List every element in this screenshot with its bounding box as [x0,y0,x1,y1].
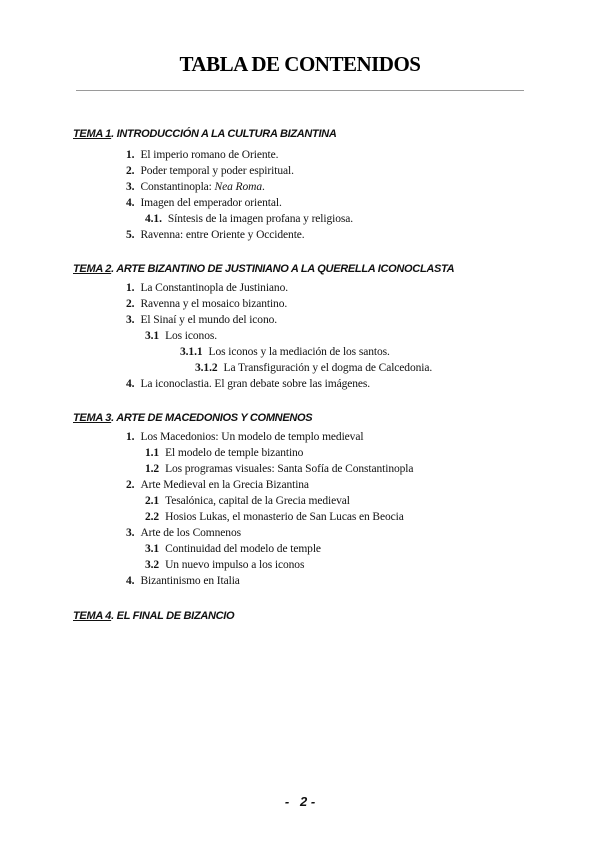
toc-subitem: 2.2 Hosios Lukas, el monasterio de San Lucas en Beocia [145,511,404,523]
tema-title: . EL FINAL DE BIZANCIO [111,610,235,622]
toc-item: 3. Arte de los Comnenos [126,527,241,539]
tema-number: TEMA 3 [73,412,112,424]
toc-item: 5. Ravenna: entre Oriente y Occidente. [126,229,305,241]
toc-subitem: 3.1 Continuidad del modelo de temple [145,543,321,555]
toc-item: 3. El Sinaí y el mundo del icono. [126,314,278,326]
page-number: - 2 - [284,794,316,809]
tema-number: TEMA 2 [73,263,112,275]
toc-subsubitem: 3.1.2 La Transfiguración y el dogma de Calcedonia. [195,362,433,374]
tema-title: . ARTE BIZANTINO DE JUSTINIANO A LA QUERELLA ICONOCLASTA [111,263,455,275]
tema-number: TEMA 1 [73,128,112,140]
title-divider [76,90,524,91]
tema-1-heading [73,128,337,140]
toc-item: 1. El imperio romano de Oriente. [126,149,279,161]
toc-item: 2. Poder temporal y poder espiritual. [126,165,294,177]
toc-item: 2. Arte Medieval en la Grecia Bizantina [126,479,309,491]
tema-2-heading [73,263,454,275]
toc-item: 4. La iconoclastia. El gran debate sobre las imágenes. [126,378,371,390]
toc-subitem: 3.1 Los iconos. [145,330,218,342]
tema-3-heading [73,412,312,424]
tema-title: . INTRODUCCIÓN A LA CULTURA BIZANTINA [111,128,337,140]
toc-subitem: 1.1 El modelo de temple bizantino [145,447,304,459]
toc-subitem: 4.1. Síntesis de la imagen profana y religiosa. [145,213,354,225]
toc-subitem: 1.2 Los programas visuales: Santa Sofía de Constantinopla [145,463,414,475]
page-title: TABLA DE CONTENIDOS [179,52,421,76]
toc-subsubitem: 3.1.1 Los iconos y la mediación de los santos. [180,346,390,358]
toc-item: 4. Imagen del emperador oriental. [126,197,282,209]
toc-item: 1. Los Macedonios: Un modelo de templo medieval [126,431,364,443]
toc-subitem: 3.2 Un nuevo impulso a los iconos [145,559,305,571]
toc-item: 3. Constantinopla: Nea Roma. [126,181,265,193]
toc-item: 4. Bizantinismo en Italia [126,575,240,587]
toc-item: 2. Ravenna y el mosaico bizantino. [126,298,288,310]
tema-4-heading [73,610,234,622]
toc-item: 1. La Constantinopla de Justiniano. [126,282,288,294]
toc-subitem: 2.1 Tesalónica, capital de la Grecia medieval [145,495,350,507]
tema-number: TEMA 4 [73,610,112,622]
tema-title: . ARTE DE MACEDONIOS Y COMNENOS [111,412,313,424]
